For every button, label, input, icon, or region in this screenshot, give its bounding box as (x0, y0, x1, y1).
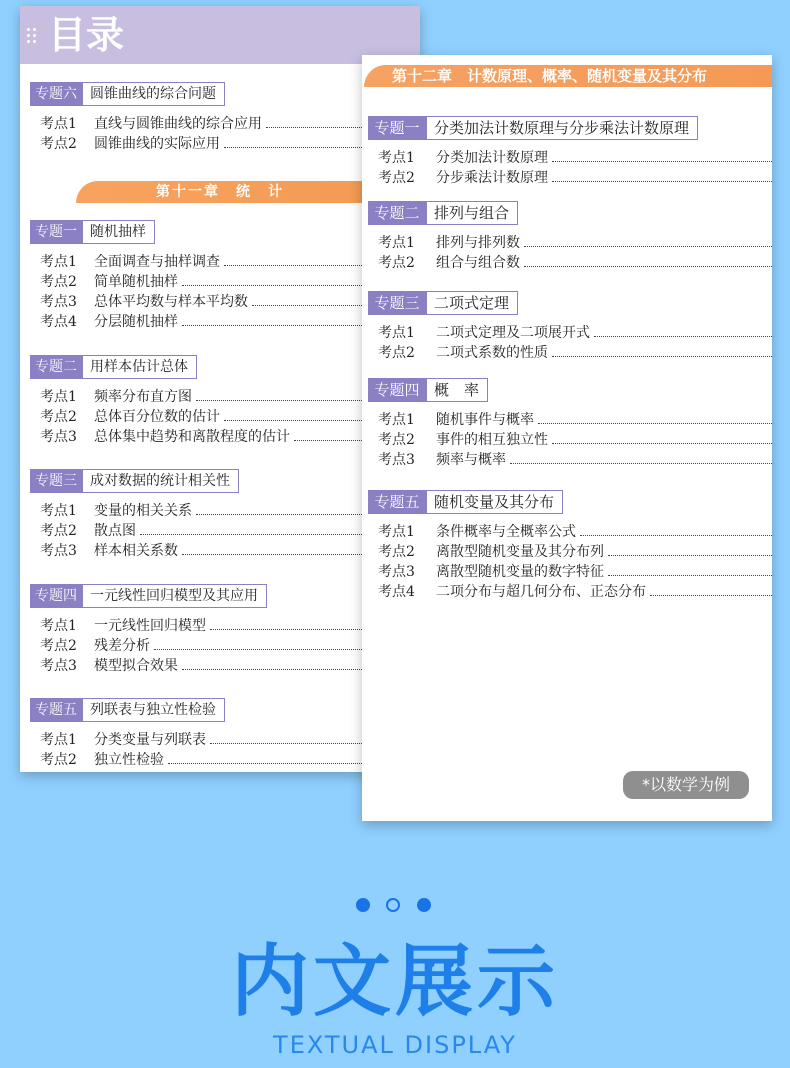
topic-name: 用样本估计总体 (82, 355, 197, 379)
section-subtitle: TEXTUAL DISPLAY (273, 1031, 517, 1059)
list-item: 考点1 二项式定理及二项展开式 (368, 323, 772, 343)
list-item: 考点2 组合与组合数 (368, 253, 772, 273)
topic-section (368, 291, 772, 363)
topic-tag: 专题一 (30, 220, 82, 244)
list-item: 考点2 总体百分位数的估计 (30, 407, 420, 427)
topic-tag: 专题五 (368, 490, 426, 514)
list-item: 考点2 二项式系数的性质 (368, 343, 772, 363)
topic-name: 随机抽样 (82, 220, 155, 244)
list-item: 考点2 散点图 (30, 521, 420, 541)
topic-section (368, 116, 772, 188)
list-item: 考点1 变量的相关关系 (30, 501, 420, 521)
topic-tag: 专题三 (368, 291, 426, 315)
list-item: 考点3 样本相关系数 (30, 541, 420, 561)
toc-page-left (20, 6, 420, 772)
topic-section (368, 201, 772, 273)
list-item: 考点2 独立性检验 (30, 750, 420, 770)
topic-tag: 专题一 (368, 116, 426, 140)
list-item: 考点3 离散型随机变量的数字特征 (368, 562, 772, 582)
list-item: 考点1 分类变量与列联表 (30, 730, 420, 750)
list-item: 考点1 条件概率与全概率公式 (368, 522, 772, 542)
list-item: 考点3 频率与概率 (368, 450, 772, 470)
list-item: 考点1 频率分布直方图 (30, 387, 420, 407)
list-item: 考点2 离散型随机变量及其分布列 (368, 542, 772, 562)
topic-name: 一元线性回归模型及其应用 (82, 584, 267, 608)
list-item: 考点4 分层随机抽样 (30, 312, 420, 332)
list-item: 考点2 事件的相互独立性 (368, 430, 772, 450)
section-title: 内文展示 (230, 937, 559, 1027)
topic-name: 概 率 (426, 378, 488, 402)
topic-tag: 专题六 (30, 82, 82, 106)
list-item: 考点2 分步乘法计数原理 (368, 168, 772, 188)
chapter-banner: 第十一章 统 计 (76, 181, 420, 203)
topic-tag: 专题二 (30, 355, 82, 379)
toc-page-right (362, 55, 772, 821)
topic-tag: 专题四 (30, 584, 82, 608)
list-item: 考点3 总体集中趋势和离散程度的估计 (30, 427, 420, 447)
topic-tag: 专题五 (30, 698, 82, 722)
list-item: 考点1 随机事件与概率 (368, 410, 772, 430)
topic-section (368, 490, 772, 602)
topic-name: 成对数据的统计相关性 (82, 469, 239, 493)
topic-name: 排列与组合 (426, 201, 518, 225)
list-item: 考点2 圆锥曲线的实际应用 (30, 134, 420, 154)
topic-tag: 专题四 (368, 378, 426, 402)
topic-name: 分类加法计数原理与分步乘法计数原理 (426, 116, 698, 140)
pager-dot[interactable] (356, 898, 370, 912)
list-item: 考点2 简单随机抽样 (30, 272, 420, 292)
list-item: 考点1 一元线性回归模型 (30, 616, 420, 636)
topic-name: 圆锥曲线的综合问题 (82, 82, 225, 106)
list-item: 考点1 直线与圆锥曲线的综合应用 (30, 114, 420, 134)
carousel-pager (356, 898, 436, 916)
chapter-banner: 第十二章 计数原理、概率、随机变量及其分布 (364, 65, 772, 87)
topic-tag: 专题三 (30, 469, 82, 493)
topic-name: 列联表与独立性检验 (82, 698, 225, 722)
list-item: 考点1 全面调查与抽样调查 (30, 252, 420, 272)
list-item: 考点1 分类加法计数原理 (368, 148, 772, 168)
example-note-badge: *以数学为例 (623, 771, 749, 799)
pager-dot[interactable] (417, 898, 431, 912)
topic-name: 随机变量及其分布 (426, 490, 563, 514)
topic-name: 二项式定理 (426, 291, 518, 315)
list-item: 考点4 二项分布与超几何分布、正态分布 (368, 582, 772, 602)
list-item: 考点2 残差分析 (30, 636, 420, 656)
list-item: 考点3 总体平均数与样本平均数 (30, 292, 420, 312)
list-item: 考点3 模型拟合效果 (30, 656, 420, 676)
topic-tag: 专题二 (368, 201, 426, 225)
pager-dot-active[interactable] (386, 898, 400, 912)
toc-header (20, 6, 420, 64)
list-item: 考点1 排列与排列数 (368, 233, 772, 253)
dots-icon (27, 28, 41, 44)
topic-section (368, 378, 772, 470)
toc-title: 目录 (48, 13, 125, 57)
